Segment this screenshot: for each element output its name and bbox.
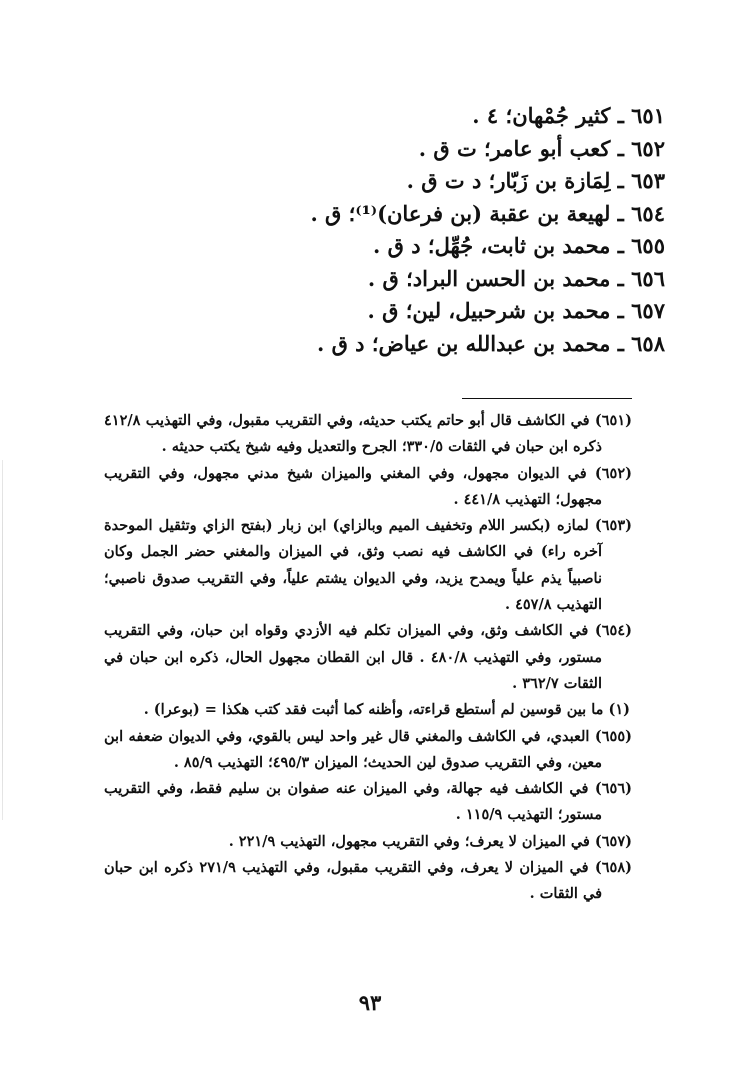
footnote-separator [462,398,632,399]
page-edge-shadow [2,460,3,820]
entry-652: ٦٥٢ ـ كعب أبو عامر؛ ت ق . [418,135,665,161]
entry-655: ٦٥٥ ـ محمد بن ثابت، جُهِّل؛ د ق . [373,233,665,258]
entry-656: ٦٥٦ ـ محمد بن الحسن البراد؛ ق . [367,265,665,291]
entry-653: ٦٥٣ ـ لِمَازة بن زَبّار؛ د ت ق . [406,168,665,193]
note-652: (٦٥٢) في الديوان مجهول، وفي المغني والميزان شيخ مدني مجهول، وفي التقريب مجهول؛ التهذيب ٤٤١/٨ . [104,464,632,508]
note-658: (٦٥٨) في الميزان لا يعرف، وفي التقريب مقبول، وفي التهذيب ٢٧١/٩ ذكره ابن حبان في الثقات . [104,859,633,903]
note-654: (٦٥٤) في الكاشف وثق، وفي الميزان تكلم فيه الأزدي وقواه ابن حبان، وفي التقريب مستور، وفي التهذيب ٤٨٠/٨ . قال ابن القطان مجهول الحال، ذكره ابن حبان في الثقات ٣٦٢/٧ . [104,622,632,692]
entry-657: ٦٥٧ ـ محمد بن شرحبيل، لين؛ ق . [367,298,665,323]
footnotes [104,408,632,908]
note-656: (٦٥٦) في الكاشف فيه جهالة، وفي الميزان عنه صفوان بن سليم فقط، وفي التقريب مستور؛ التهذيب ١١٥/٩ . [104,780,632,824]
narrator-entries [75,100,665,360]
page-number: ٩٣ [358,990,382,1015]
entry-651: ٦٥١ ـ كثير جُمْهان؛ ٤ . [472,103,665,128]
footnote-1: (١) ما بين قوسين لم أستطع قراءته، وأظنه كما أثبت فقد كتب هكذا = (بوعرا) . [143,701,630,719]
note-657: (٦٥٧) في الميزان لا يعرف؛ وفي التقريب مجهول، التهذيب ٢٢١/٩ . [228,832,632,850]
note-651: (٦٥١) في الكاشف قال أبو حاتم يكتب حديثه، وفي التقريب مقبول، وفي التهذيب ٤١٢/٨ ذكره ابن حبان في الثقات ٣٣٠/٥؛ الجرح والتعديل وفيه شيخ يكتب حديثه . [104,412,632,456]
entry-654: ٦٥٤ ـ لهيعة بن عقبة (بن فرعان)⁽¹⁾؛ ق . [310,200,665,226]
entry-658: ٦٥٨ ـ محمد بن عبدالله بن عياض؛ د ق . [316,330,665,356]
note-653: (٦٥٣) لمازه (بكسر اللام وتخفيف الميم وبالزاي) ابن زبار (بفتح الزاي وتثقيل الموحدة آخره راء) في الكاشف فيه نصب وثق، في الميزان والمغني حضر الجمل وكان ناصبياً يذم علياً ويمدح يزيد، وفي الديوان يشتم علياً، وفي التقريب صدوق ناصبي؛ التهذيب ٤٥٧/٨ . [104,517,632,614]
note-655: (٦٥٥) العبدي، في الكاشف والمغني قال غير واحد ليس بالقوي، وفي الديوان ضعفه ابن معين، وفي التقريب صدوق لين الحديث؛ الميزان ٤٩٥/٣؛ التهذيب ٨٥/٩ . [104,727,632,771]
